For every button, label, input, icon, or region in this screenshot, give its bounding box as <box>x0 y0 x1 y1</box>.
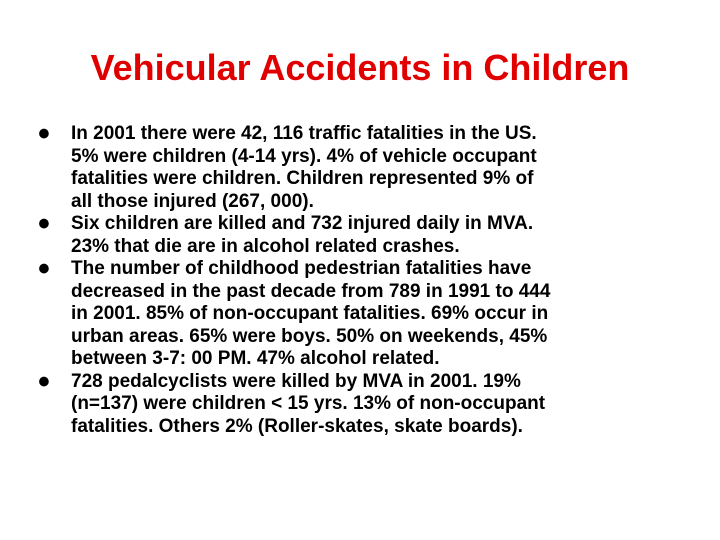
bullet-line: In 2001 there were 42, 116 traffic fatalities in the US. <box>71 123 537 144</box>
bullet-line: 5% were children (4-14 yrs). 4% of vehicle occupant <box>71 145 537 167</box>
bullet-line: fatalities. Others 2% (Roller-skates, skate boards). <box>71 415 523 437</box>
bullet-dot-icon: • <box>38 250 50 288</box>
bullet-line: 728 pedalcyclists were killed by MVA in 2001. 19% <box>71 370 521 392</box>
bullet-list <box>38 115 698 438</box>
bullet-item <box>38 115 698 213</box>
bullet-dot-icon: • <box>38 205 50 243</box>
bullet-line: 23% that die are in alcohol related crashes. <box>71 235 460 257</box>
bullet-dot-icon: • <box>38 362 50 401</box>
bullet-item <box>38 362 698 439</box>
bullet-line: between 3-7: 00 PM. 47% alcohol related. <box>71 348 440 369</box>
bullet-line: The number of childhood pedestrian fatalities have <box>71 258 532 279</box>
slide-title: Vehicular Accidents in Children <box>90 47 630 88</box>
bullet-line: decreased in the past decade from 789 in 1991 to 444 <box>71 280 551 302</box>
bullet-line: (n=137) were children < 15 yrs. 13% of non-occupant <box>71 393 546 414</box>
bullet-line: in 2001. 85% of non-occupant fatalities. 69% occur in <box>71 303 549 324</box>
bullet-line: all those injured (267, 000). <box>71 190 314 212</box>
bullet-item <box>38 205 698 258</box>
bullet-line: fatalities were children. Children represented 9% of <box>71 168 534 189</box>
bullet-dot-icon: • <box>38 115 50 153</box>
bullet-item <box>38 250 698 371</box>
bullet-line: urban areas. 65% were boys. 50% on weekends, 45% <box>71 325 548 347</box>
bullet-line: Six children are killed and 732 injured daily in MVA. <box>71 213 534 234</box>
